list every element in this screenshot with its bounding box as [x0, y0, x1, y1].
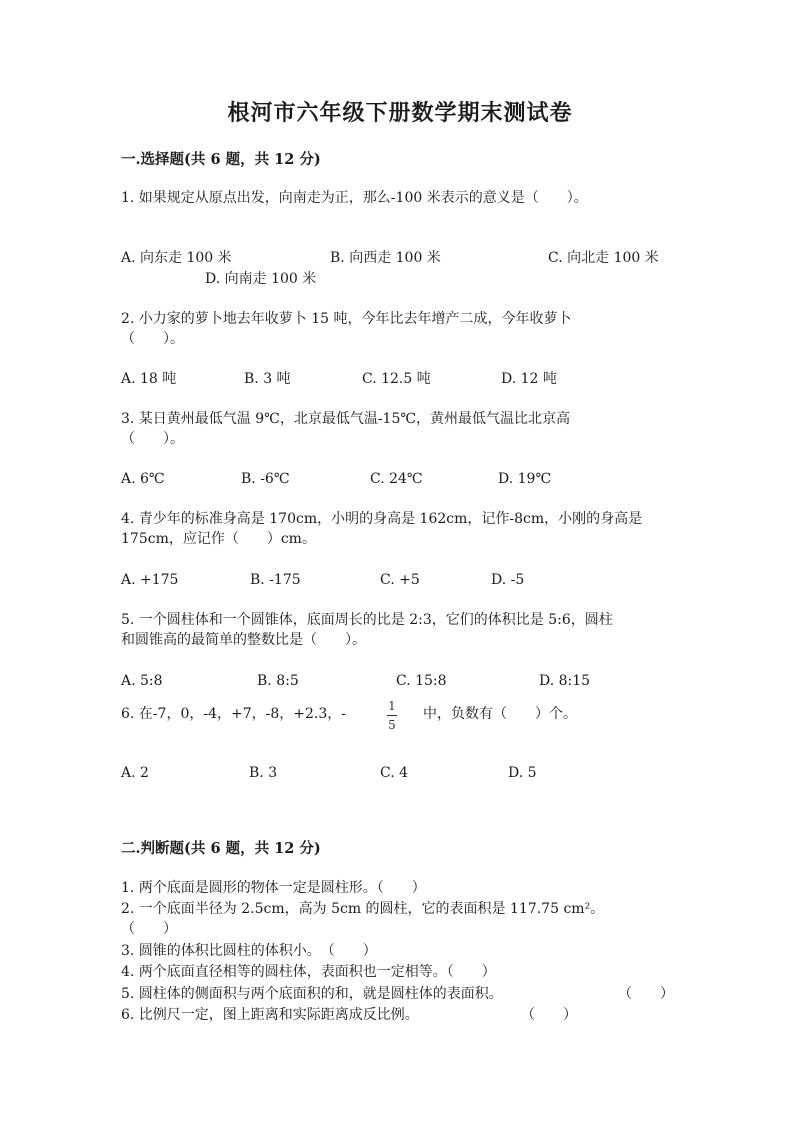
- question-5-option-c[interactable]: C. 15:8: [396, 673, 447, 689]
- fraction-one-fifth: [384, 699, 400, 732]
- question-2-stem-line-2: （ ）。: [121, 331, 184, 347]
- question-3-option-c[interactable]: C. 24℃: [370, 471, 423, 487]
- question-4-option-a[interactable]: A. +175: [121, 572, 179, 588]
- question-1-stem: 1. 如果规定从原点出发，向南走为正，那么-100 米表示的意义是（ ）。: [121, 190, 588, 206]
- question-1-option-a[interactable]: A. 向东走 100 米: [121, 250, 232, 266]
- judgement-item-5-bracket[interactable]: （ ）: [618, 986, 674, 1002]
- question-5-stem-line-2: 和圆锥高的最简单的整数比是（ ）。: [121, 632, 366, 648]
- question-6-option-b[interactable]: B. 3: [249, 765, 278, 781]
- question-1-option-d[interactable]: D. 向南走 100 米: [205, 271, 317, 287]
- question-2-option-d[interactable]: D. 12 吨: [501, 371, 557, 387]
- judgement-item-2-bracket[interactable]: （ ）: [121, 921, 177, 937]
- section-heading-choice: 一.选择题(共 6 题，共 12 分): [121, 151, 321, 168]
- question-3-option-a[interactable]: A. 6℃: [121, 471, 165, 487]
- question-6-option-a[interactable]: A. 2: [121, 765, 149, 781]
- page-title: 根河市六年级下册数学期末测试卷: [227, 100, 573, 126]
- question-4-option-b[interactable]: B. -175: [250, 572, 301, 588]
- question-6-option-d[interactable]: D. 5: [508, 765, 537, 781]
- question-2-stem-line-1: 2. 小力家的萝卜地去年收萝卜 15 吨，今年比去年增产二成，今年收萝卜: [121, 311, 572, 327]
- judgement-item-6: 6. 比例尺一定，图上距离和实际距离成反比例。: [121, 1007, 419, 1023]
- question-1-option-c[interactable]: C. 向北走 100 米: [548, 250, 659, 266]
- fraction-numerator: 1: [388, 699, 396, 713]
- question-4-option-c[interactable]: C. +5: [380, 572, 420, 588]
- question-4-stem-line-2: 175cm，应记作（ ）cm。: [121, 531, 316, 547]
- judgement-item-1: 1. 两个底面是圆形的物体一定是圆柱形。（ ）: [121, 880, 426, 896]
- question-2-option-a[interactable]: A. 18 吨: [121, 371, 177, 387]
- fraction-denominator: 5: [388, 718, 396, 732]
- question-3-stem-line-1: 3. 某日黄州最低气温 9℃，北京最低气温-15℃，黄州最低气温比北京高: [121, 411, 571, 427]
- question-3-stem-line-2: （ ）。: [121, 431, 184, 447]
- question-5-option-a[interactable]: A. 5:8: [121, 673, 163, 689]
- question-6-stem-part-1: 6. 在-7，0，-4，+7，-8，+2.3，-: [121, 706, 346, 722]
- question-1-option-b[interactable]: B. 向西走 100 米: [330, 250, 441, 266]
- judgement-item-6-bracket[interactable]: （ ）: [521, 1007, 577, 1023]
- question-4-stem-line-1: 4. 青少年的标准身高是 170cm，小明的身高是 162cm，记作-8cm，小刚的身高是: [121, 511, 643, 527]
- question-5-option-b[interactable]: B. 8:5: [257, 673, 299, 689]
- question-6-option-c[interactable]: C. 4: [380, 765, 409, 781]
- question-2-option-c[interactable]: C. 12.5 吨: [362, 371, 431, 387]
- judgement-item-3: 3. 圆锥的体积比圆柱的体积小。 （ ）: [121, 943, 377, 959]
- question-5-option-d[interactable]: D. 8:15: [539, 673, 591, 689]
- question-2-option-b[interactable]: B. 3 吨: [244, 371, 291, 387]
- judgement-item-4: 4. 两个底面直径相等的圆柱体，表面积也一定相等。（ ）: [121, 964, 496, 980]
- question-4-option-d[interactable]: D. -5: [491, 572, 525, 588]
- question-3-option-b[interactable]: B. -6℃: [241, 471, 290, 487]
- fraction-bar: [387, 715, 397, 716]
- question-3-option-d[interactable]: D. 19℃: [498, 471, 552, 487]
- judgement-item-2: 2. 一个底面半径为 2.5cm，高为 5cm 的圆柱，它的表面积是 117.75 cm²。: [121, 901, 605, 917]
- judgement-item-5: 5. 圆柱体的侧面积与两个底面积的和，就是圆柱体的表面积。: [121, 986, 503, 1002]
- question-5-stem-line-1: 5. 一个圆柱体和一个圆锥体，底面周长的比是 2:3，它们的体积比是 5:6，圆柱: [121, 612, 613, 628]
- section-heading-true-false: 二.判断题(共 6 题，共 12 分): [121, 840, 321, 857]
- question-6-stem-part-2: 中，负数有（ ）个。: [423, 706, 577, 722]
